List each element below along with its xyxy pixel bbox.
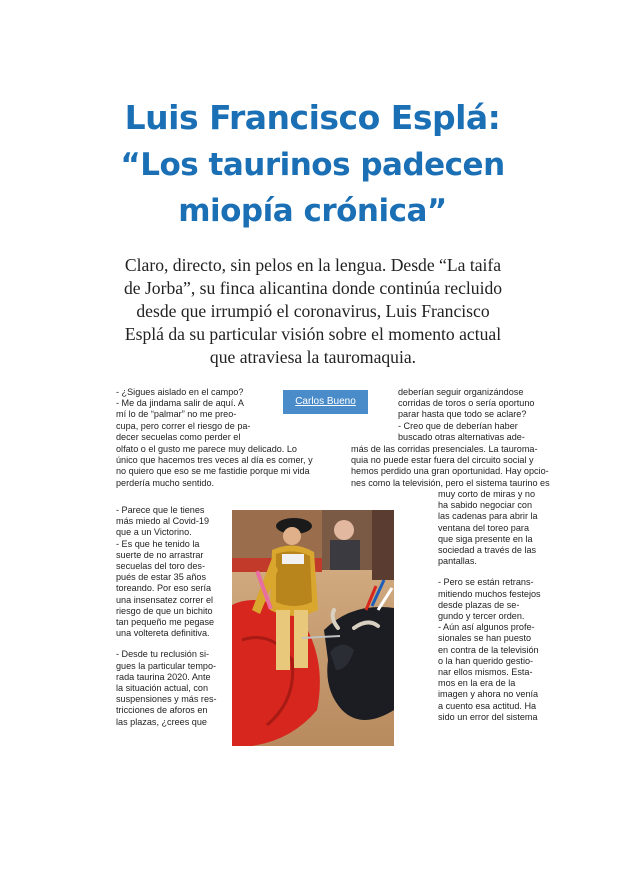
- text-line: gundo y tercer orden.: [438, 611, 525, 622]
- text-line: cupa, pero correr el riesgo de pa-: [116, 420, 251, 431]
- text-line: único que hacemos tres veces al día es comer, y: [116, 455, 313, 466]
- text-line: no quiero que eso se me fastidie porque mi vida: [116, 466, 310, 477]
- text-line: la situación actual, con: [116, 683, 209, 694]
- text-line: desde plazas de se-: [438, 599, 520, 610]
- text-line: corridas de toros o sería oportuno: [398, 398, 535, 409]
- text-line: mos en la era de la: [438, 678, 516, 689]
- lede-line: Esplá da su particular visión sobre el momento actual: [124, 324, 502, 344]
- lede-line: Claro, directo, sin pelos en la lengua. Desde “La taifa: [124, 255, 502, 275]
- text-line: quia no puede estar fuera del circuito social y: [351, 455, 534, 466]
- text-line: gues la particular tempo-: [116, 660, 217, 671]
- text-line: mí lo de “palmar” no me preo-: [116, 409, 237, 420]
- text-line: tricciones de aforos en: [116, 705, 208, 716]
- text-line: - Aún así algunos profe-: [438, 622, 535, 633]
- text-line: las cadenas para abrir la: [438, 511, 538, 522]
- text-line: - Creo que de deberían haber: [398, 420, 518, 431]
- column-1-bottom: [116, 505, 231, 728]
- text-line: suerte de no arrastrar: [116, 549, 204, 560]
- text-line: a cuento esa actitud. Ha: [438, 700, 537, 711]
- headline-line-1: Luis Francisco Esplá:: [124, 98, 501, 137]
- text-line: - Parece que le tienes: [116, 505, 205, 515]
- headline-line-2: “Los taurinos padecen: [120, 147, 505, 183]
- text-line: hemos perdido una gran oportunidad. Hay opcio-: [351, 466, 549, 477]
- text-line: ventana del toreo para: [438, 522, 530, 533]
- text-line: riesgo de que un bichito: [116, 605, 213, 616]
- column-3-bottom: [438, 489, 553, 723]
- text-line: nes como la televisión, pero el sistema taurino es: [351, 477, 550, 488]
- lede-line: de Jorba”, su finca alicantina donde continúa recluido: [123, 278, 503, 298]
- text-line: imagen y ahora no venía: [438, 689, 539, 700]
- text-line: - Pero se están retrans-: [438, 577, 534, 588]
- text-line: deberían seguir organizándose: [398, 387, 524, 397]
- text-line: decer secuelas como perder el: [116, 431, 241, 442]
- bullfight-photo: [232, 510, 394, 746]
- text-line: suspensiones y más res-: [116, 694, 217, 705]
- headline-line-3: miopía crónica”: [178, 193, 447, 229]
- text-line: - Me da jindama salir de aquí. A: [116, 398, 244, 409]
- text-line: que siga presente en la: [438, 533, 533, 544]
- text-line: una voltereta definitiva.: [116, 628, 210, 639]
- text-line: parar hasta que todo se aclare?: [398, 409, 527, 420]
- column-3-wide: [351, 444, 551, 489]
- text-line: ha sabido negociar con: [438, 500, 533, 511]
- text-line: - ¿Sigues aislado en el campo?: [116, 387, 244, 397]
- column-1-top: [116, 387, 276, 443]
- text-line: mitiendo muchos festejos: [438, 588, 541, 599]
- text-line: olfato o el gusto me parece muy delicado. Lo: [116, 444, 297, 454]
- text-line: pués de estar 35 años: [116, 572, 206, 583]
- column-1-wide: [116, 444, 346, 489]
- text-line: - Desde tu reclusión si-: [116, 649, 209, 660]
- text-line: perdería mucho sentido.: [116, 477, 215, 488]
- lede-line: que atraviesa la tauromaquia.: [209, 347, 417, 367]
- text-line: sionales se han puesto: [438, 633, 532, 644]
- text-line: más miedo al Covid-19: [116, 516, 209, 527]
- lede-line: desde que irrumpió el coronavirus, Luis Francisco: [136, 301, 490, 321]
- text-line: más de las corridas presenciales. La tauroma-: [351, 444, 538, 454]
- column-3-top: [398, 387, 548, 443]
- text-line: secuelas del toro des-: [116, 561, 205, 572]
- text-line: rada taurina 2020. Ante: [116, 671, 211, 682]
- text-line: las plazas, ¿crees que: [116, 716, 207, 727]
- text-line: tan pequeño me pegase: [116, 617, 215, 628]
- text-line: muy corto de miras y no: [438, 489, 536, 499]
- text-line: o la han querido gestio-: [438, 655, 534, 666]
- text-line: sociedad a través de las: [438, 545, 537, 556]
- lede-paragraph: [96, 254, 530, 369]
- text-line: buscado otras alternativas ade-: [398, 431, 525, 442]
- text-line: sido un error del sistema: [438, 711, 538, 722]
- text-line: - Es que he tenido la: [116, 538, 200, 549]
- text-line: pantallas.: [438, 556, 477, 567]
- text-line: toreando. Por eso sería: [116, 583, 212, 594]
- text-line: nar ellos mismos. Esta-: [438, 667, 533, 678]
- text-line: que a un Victorino.: [116, 527, 192, 538]
- author-byline-link[interactable]: Carlos Bueno: [283, 390, 368, 414]
- text-line: una insensatez correr el: [116, 594, 214, 605]
- text-line: en contra de la televisión: [438, 644, 539, 655]
